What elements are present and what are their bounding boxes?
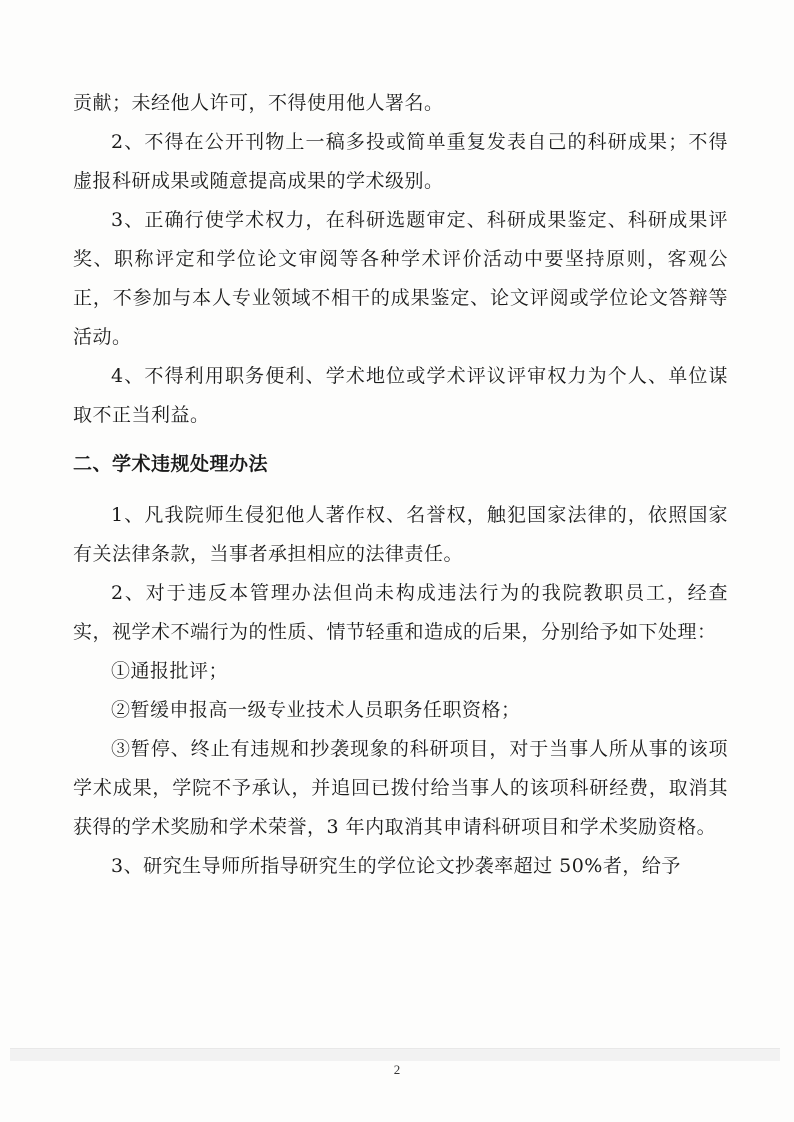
penalty-item-1: ①通报批评； (111, 660, 229, 682)
paragraph-item-4: 4、不得利用职务便利、学术地位或学术评议评审权力为个人、单位谋取不正当利益。 (73, 365, 728, 426)
section-paragraph-3: 3、研究生导师所指导研究生的学位论文抄袭率超过 50%者，给予 (111, 855, 681, 877)
paragraph-item-2: 2、不得在公开刊物上一稿多投或简单重复发表自己的科研成果；不得虚报科研成果或随意提高成果的学术级别。 (73, 131, 728, 192)
section-paragraph-2: 2、对于违反本管理办法但尚未构成违法行为的我院教职员工，经查实，视学术不端行为的性质、情节轻重和造成的后果，分别给予如下处理： (73, 582, 728, 643)
section-heading: 二、学术违规处理办法 (73, 453, 269, 475)
document-body (73, 84, 728, 886)
footer-band (10, 1048, 780, 1061)
penalty-item-3: ③暂停、终止有违规和抄袭现象的科研项目，对于当事人所从事的该项学术成果，学院不予承认，并追回已拨付给当事人的该项科研经费，取消其获得的学术奖励和学术荣誉，3 年内取消其申请科研项目和学术奖励资格。 (73, 738, 728, 838)
penalty-item-2: ②暂缓申报高一级专业技术人员职务任职资格； (111, 699, 521, 721)
paragraph-continuation: 贡献；未经他人许可，不得使用他人署名。 (73, 92, 444, 114)
paragraph-item-3: 3、正确行使学术权力，在科研选题审定、科研成果鉴定、科研成果评奖、职称评定和学位论文审阅等各种学术评价活动中要坚持原则，客观公正，不参加与本人专业领域不相干的成果鉴定、论文评阅或学位论文答辩等活动。 (73, 209, 728, 348)
page-number: 2 (393, 1062, 401, 1077)
section-paragraph-1: 1、凡我院师生侵犯他人著作权、名誉权，触犯国家法律的，依照国家有关法律条款，当事者承担相应的法律责任。 (73, 504, 728, 565)
